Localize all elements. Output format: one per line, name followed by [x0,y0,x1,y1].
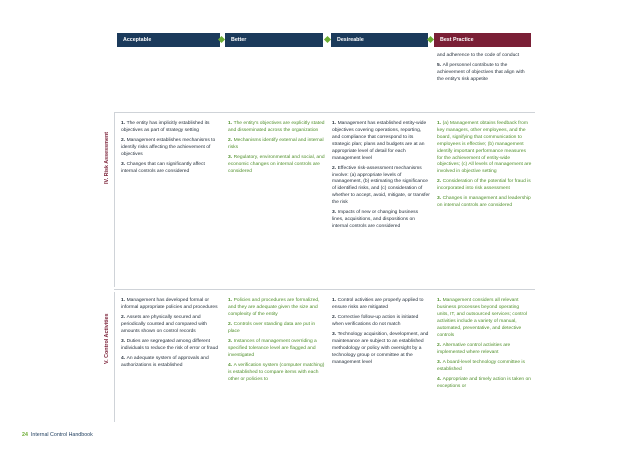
diamond-icon [324,36,331,43]
column-header-acceptable: Acceptable [117,33,220,47]
list-item: 4. An adequate system of approvals and authorizations is established [121,355,209,368]
risk-better-cell [228,121,330,179]
page-footer [22,432,93,438]
list-item: 1. (a) Management obtains feedback from key managers, other employees, and the board, signifying that communication to employees is effective; (b) management identify important performance measures for the achievement of entity-wide objectives; (c) All levels of management are involved in objective setting [437,121,532,175]
column-header-desireable: Desireable [331,33,428,47]
risk-desireable-cell [332,121,433,234]
list-item: 1. Management considers all relevant business processes beyond operating units, IT, and outsourced services; control activities include a variety of manual, automated, preventative, and detective controls [437,298,527,338]
diamond-icon [427,36,434,43]
list-item: 3. Impacts of new or changing business lines, acquisitions, and dispositions on internal controls are considered [332,210,419,230]
list-item: 1. Control activities are properly applied to ensure risks are mitigated [332,298,424,310]
list-item: 1. The entity's objectives are explicitly stated and disseminated across the organization [228,121,325,133]
control-acceptable-cell [121,298,224,373]
document-title: Internal Control Handbook [30,432,93,438]
row-divider [114,112,535,113]
control-better-cell [228,298,330,387]
list-item: 3. Regulatory, environmental and social, and economic changes on internal controls are considered [228,155,325,174]
list-item: 2. Management establishes mechanisms to identify risks affecting the achievement of objectives [121,138,216,157]
list-item: 2. Alternative control activities are implemented where relevant [437,342,511,355]
list-item: 3. Changes that can significantly affect internal controls are considered [121,161,205,174]
list-item: 3. A board-level technology committee is established [437,359,525,372]
control-desireable-cell [332,298,433,370]
list-item: 4. A verification system (computer matching) is established to compare items with each other or policies to [228,362,325,382]
list-item: 1. Management has developed formal or informal appropriate policies and procedures [121,298,218,310]
list-item: 3. Technology acquisition, development, and maintenance are subject to an established methodology or policy with oversight by a technology group or committee at the management level [332,332,429,365]
control-best-practice-cell [437,298,535,394]
page-number: 24 [22,432,28,438]
list-item: 1. Policies and procedures are formalized, and they are adequate given the size and complexity of the entity [228,298,320,317]
list-item: 2. Assets are physically secured and periodically counted and compared with amounts shown on control records [121,315,207,334]
list-item: 1. The entity has implicitly established its objectives as part of strategy setting [121,121,210,133]
list-item: 2. Mechanisms identify external and internal risks [228,138,324,150]
row-divider [114,289,535,290]
list-item: 4. Appropriate and timely action is taken on exceptions or [437,376,531,389]
section-label-risk-assessment: IV. Risk Assessment [104,131,110,184]
list-item: 3. Instances of management overriding a specified tolerance level are flagged and investigated [228,338,317,358]
list-item: 2. Consideration of the potential for fraud is incorporated into risk assessment [437,179,531,192]
carryover-item: 5. All personnel contribute to the achievement of objectives that align with the entity's risk appetite [437,63,525,82]
list-item: 3. Duties are segregated among different individuals to reduce the risk of error or fraud [121,338,219,351]
list-item: 2. Effective risk-assessment mechanisms involve: (a) appropriate levels of management, (b) estimating the significance of identified risks, and (c) consideration of whether to accept, avoid, mitigate, or transfer the risk [332,165,430,206]
column-header-best-practice: Best Practice [434,33,531,47]
section-divider-risk [114,112,115,287]
column-header-better: Better [225,33,323,47]
section-label-control-activities: V. Control Activities [104,313,110,364]
carryover-intro: and adherence to the code of conduct [437,53,520,58]
list-item: 3. Changes in management and leadership on internal controls are considered [437,196,531,209]
list-item: 2. Controls over standing data are put in place [228,321,316,334]
risk-best-practice-cell [437,121,535,213]
carryover-cell [437,53,535,87]
section-divider-control [114,292,115,422]
list-item: 2. Corrective follow-up action is initiated when verifications do not match [332,315,419,327]
risk-acceptable-cell [121,121,224,179]
list-item: 1. Management has established entity-wide objectives covering operations, reporting, and compliance that correspond to its strategic plan; plans and budgets are at an appropriate level of detail for each management level [332,121,427,161]
